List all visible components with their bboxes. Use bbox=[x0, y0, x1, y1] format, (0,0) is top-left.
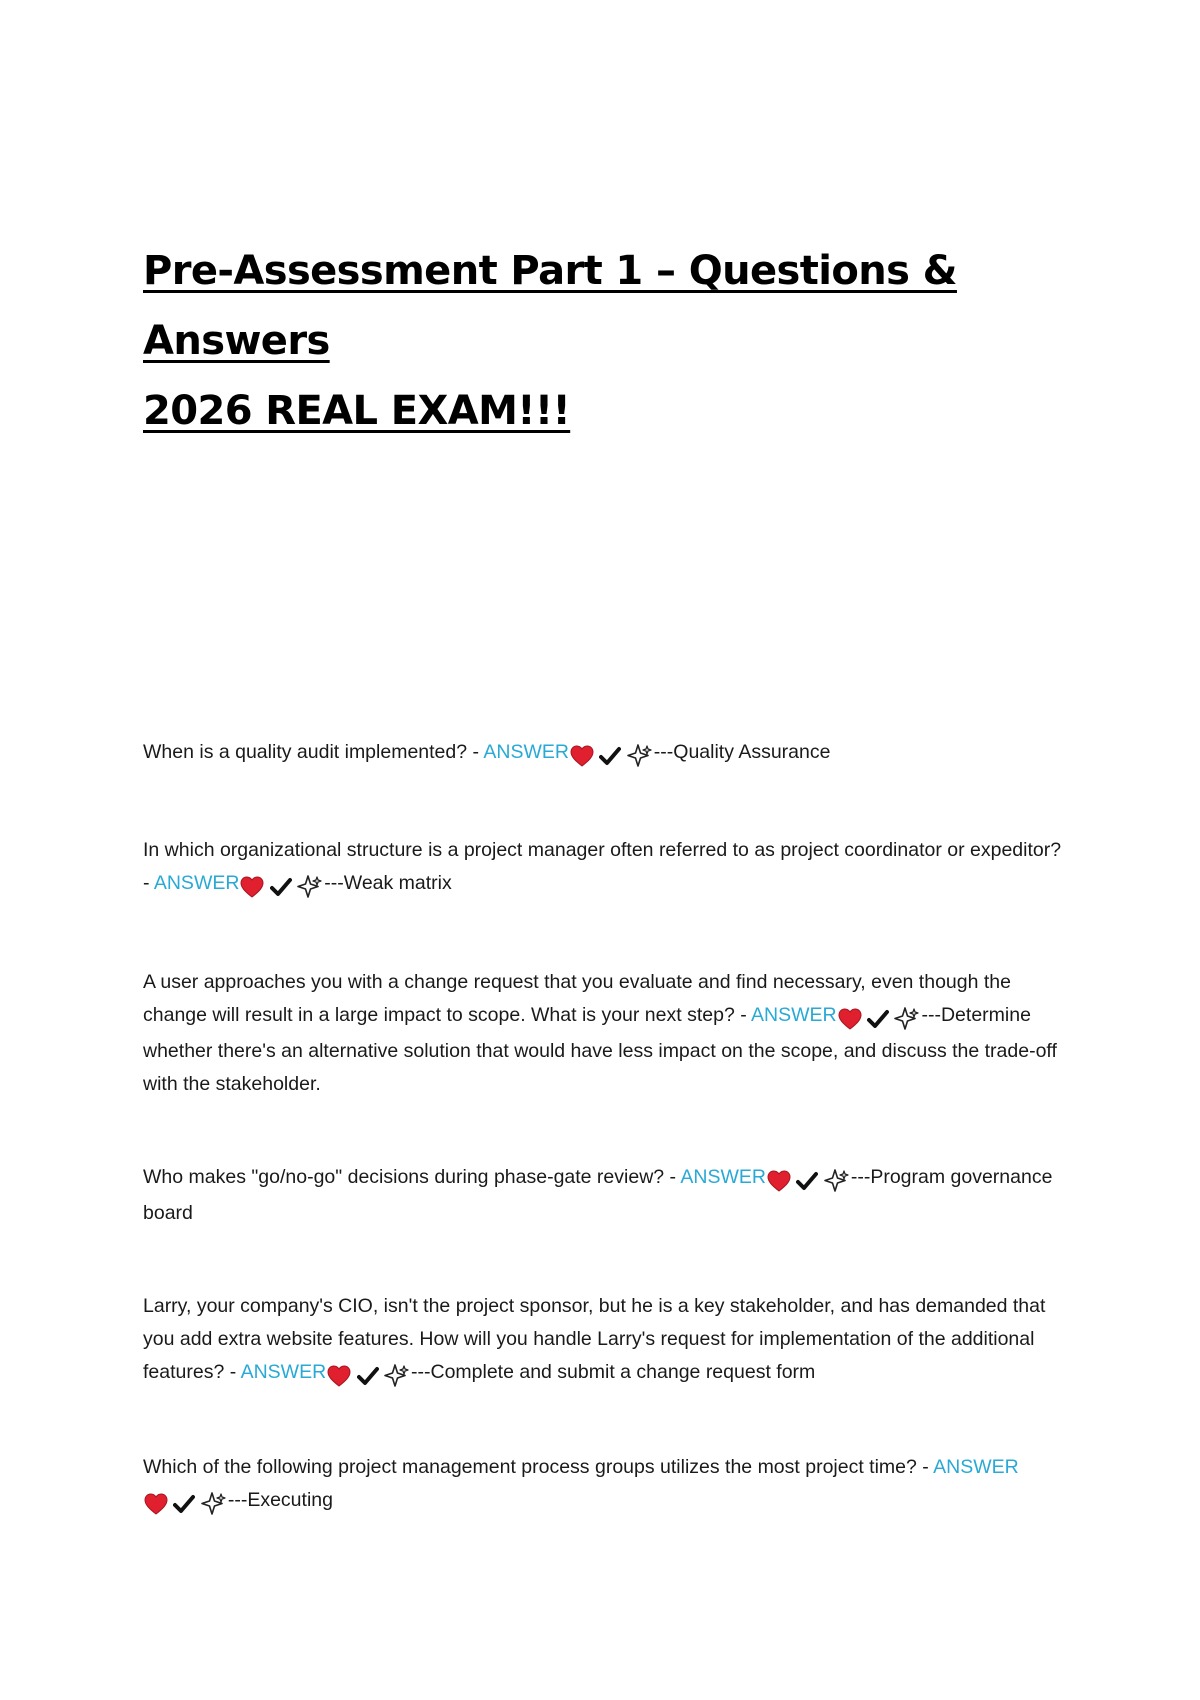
answer-icons bbox=[838, 1002, 921, 1035]
sparkle-icon bbox=[627, 744, 653, 768]
answer-icons bbox=[767, 1164, 850, 1197]
question-text: When is a quality audit implemented? - bbox=[143, 741, 484, 763]
check-mark-icon bbox=[599, 746, 621, 766]
answer-separator: --- bbox=[921, 1004, 941, 1026]
answer-separator: --- bbox=[653, 741, 674, 763]
answer-text: Weak matrix bbox=[343, 872, 452, 894]
check-mark-icon bbox=[270, 877, 292, 897]
page-title bbox=[143, 236, 1103, 446]
title-line-2: 2026 REAL EXAM!!! bbox=[143, 388, 571, 434]
answer-text: Quality Assurance bbox=[673, 741, 831, 763]
answer-icons bbox=[570, 739, 653, 772]
qa-item-4 bbox=[143, 1161, 1068, 1230]
red-heart-icon bbox=[327, 1365, 351, 1387]
check-mark-icon bbox=[796, 1171, 818, 1191]
answer-icons bbox=[327, 1359, 410, 1392]
red-heart-icon bbox=[767, 1170, 791, 1192]
answer-separator: --- bbox=[850, 1166, 871, 1188]
question-text: Larry, your company's CIO, isn't the project sponsor, but he is a key stakeholder, and has demanded that you add extra website features. How will you handle Larry's request for implementation of the additional features? - bbox=[143, 1295, 1046, 1383]
answer-icons bbox=[240, 870, 323, 903]
qa-item-6 bbox=[143, 1451, 1068, 1520]
question-text: Who makes "go/no-go" decisions during phase-gate review? - bbox=[143, 1166, 681, 1188]
sparkle-icon bbox=[201, 1492, 227, 1516]
check-mark-icon bbox=[173, 1494, 195, 1514]
qa-item-3 bbox=[143, 966, 1068, 1101]
answer-separator: --- bbox=[411, 1361, 431, 1383]
red-heart-icon bbox=[240, 876, 264, 898]
answer-separator: --- bbox=[227, 1489, 248, 1511]
question-text: A user approaches you with a change request that you evaluate and find necessary, even though the change will result in a large impact to scope. What is your next step? - bbox=[143, 971, 1011, 1026]
title-line-1: Pre-Assessment Part 1 – Questions & Answers bbox=[143, 248, 957, 364]
answer-label: ANSWER bbox=[153, 872, 240, 894]
check-mark-icon bbox=[357, 1366, 379, 1386]
answer-text: Program governance board bbox=[143, 1166, 1053, 1224]
answer-label: ANSWER bbox=[933, 1456, 1019, 1478]
red-heart-icon bbox=[144, 1493, 168, 1515]
red-heart-icon bbox=[570, 745, 594, 767]
check-mark-icon bbox=[867, 1009, 889, 1029]
sparkle-icon bbox=[894, 1007, 920, 1031]
answer-label: ANSWER bbox=[240, 1361, 327, 1383]
qa-item-2 bbox=[143, 834, 1068, 903]
answer-text: Complete and submit a change request form bbox=[430, 1361, 816, 1383]
red-heart-icon bbox=[838, 1008, 862, 1030]
qa-item-5 bbox=[143, 1290, 1068, 1392]
answer-separator: --- bbox=[324, 872, 344, 894]
question-text: In which organizational structure is a project manager often referred to as project coordinator or expeditor? - bbox=[143, 839, 1062, 894]
answer-label: ANSWER bbox=[483, 741, 569, 763]
sparkle-icon bbox=[297, 875, 323, 899]
answer-icons bbox=[144, 1487, 227, 1520]
qa-item-1 bbox=[143, 736, 1068, 772]
answer-label: ANSWER bbox=[680, 1166, 766, 1188]
sparkle-icon bbox=[384, 1364, 410, 1388]
sparkle-icon bbox=[824, 1169, 850, 1193]
question-text: Which of the following project management process groups utilizes the most project time? - bbox=[143, 1456, 934, 1478]
answer-text: Executing bbox=[247, 1489, 333, 1511]
answer-text: Determine whether there's an alternative solution that would have less impact on the scope, and discuss the trade-off with the stakeholder. bbox=[143, 1004, 1057, 1095]
answer-label: ANSWER bbox=[751, 1004, 837, 1026]
